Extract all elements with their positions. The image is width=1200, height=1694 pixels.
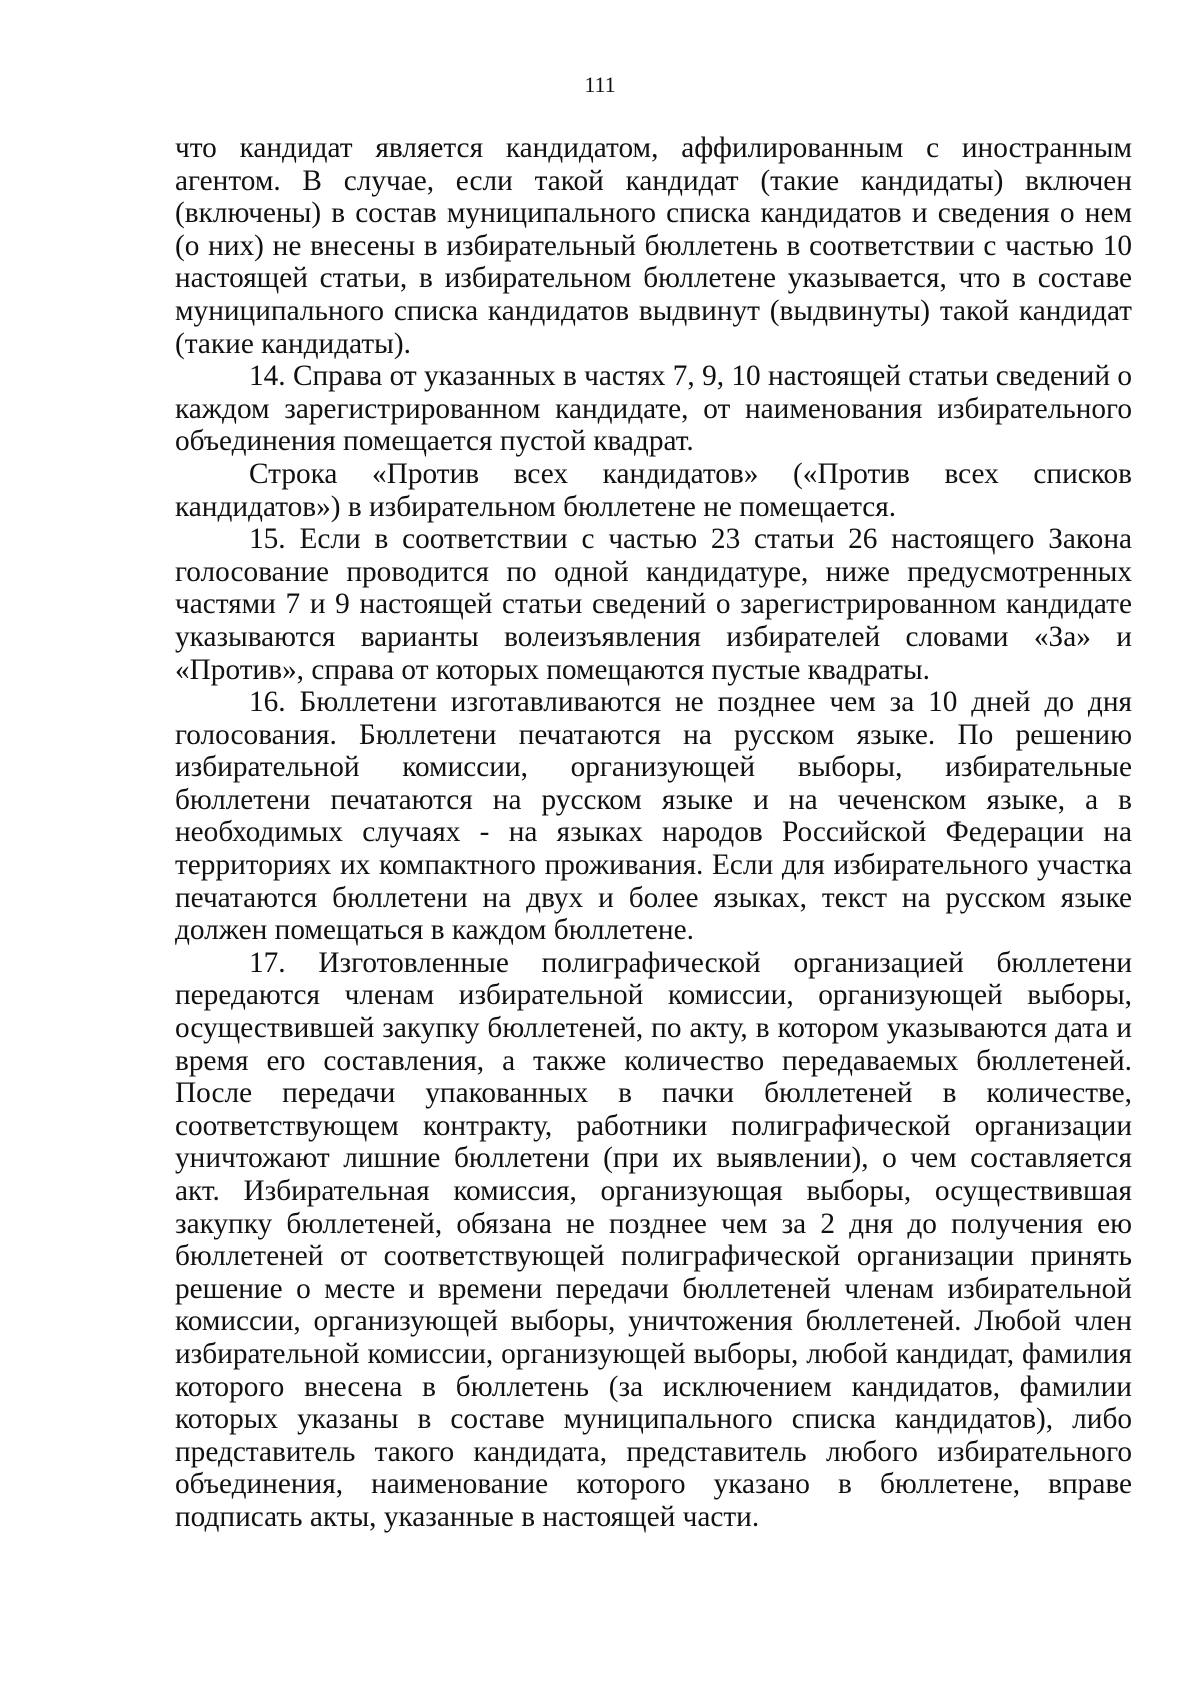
paragraph-clause-14: 14. Справа от указанных в частях 7, 9, 10 настоящей статьи сведений о каждом зарегистрированном кандидате, от наименования избирательного объединения помещается пустой квадрат. xyxy=(175,360,1132,458)
paragraph-clause-17: 17. Изготовленные полиграфической организацией бюллетени передаются членам избирательной комиссии, организующей выборы, осуществившей закупку бюллетеней, по акту, в котором указываются дата и время его составления, а также количество передаваемых бюллетеней. После передачи упакованных в пачки бюллетеней в количестве, соответствующем контракту, работники полиграфической организации уничтожают лишние бюллетени (при их выявлении), о чем составляется акт. Избирательная комиссия, организующая выборы, осуществившая закупку бюллетеней, обязана не позднее чем за 2 дня до получения ею бюллетеней от соответствующей полиграфической организации принять решение о месте и времени передачи бюллетеней членам избирательной комиссии, организующей выборы, уничтожения бюллетеней. Любой член избирательной комиссии, организующей выборы, любой кандидат, фамилия которого внесена в бюллетень (за исключением кандидатов, фамилии которых указаны в составе муниципального списка кандидатов), либо представитель такого кандидата, представитель любого избирательного объединения, наименование которого указано в бюллетене, вправе подписать акты, указанные в настоящей части. xyxy=(175,946,1132,1533)
paragraph-clause-15: 15. Если в соответствии с частью 23 статьи 26 настоящего Закона голосование проводится по одной кандидатуре, ниже предусмотренных частями 7 и 9 настоящей статьи сведений о зарегистрированном кандидате указываются варианты волеизъявления избирателей словами «За» и «Против», справа от которых помещаются пустые квадраты. xyxy=(175,523,1132,686)
paragraph-clause-16: 16. Бюллетени изготавливаются не позднее чем за 10 дней до дня голосования. Бюллетени печатаются на русском языке. По решению избирательной комиссии, организующей выборы, избирательные бюллетени печатаются на русском языке и на чеченском языке, а в необходимых случаях - на языках народов Российской Федерации на территориях их компактного проживания. Если для избирательного участка печатаются бюллетени на двух и более языках, текст на русском языке должен помещаться в каждом бюллетене. xyxy=(175,686,1132,947)
paragraph-against-all-line: Строка «Против всех кандидатов» («Против всех списков кандидатов») в избирательном бюллетене не помещается. xyxy=(175,457,1132,523)
paragraph-continuation: что кандидат является кандидатом, аффилированным с иностранным агентом. В случае, если такой кандидат (такие кандидаты) включен (включены) в состав муниципального списка кандидатов и сведения о нем (о них) не внесены в избирательный бюллетень в соответствии с частью 10 настоящей статьи, в избирательном бюллетене указывается, что в составе муниципального списка кандидатов выдвинут (выдвинуты) такой кандидат (такие кандидаты). xyxy=(175,132,1132,360)
body-text xyxy=(175,132,1132,1534)
page-number: 111 xyxy=(584,72,616,97)
